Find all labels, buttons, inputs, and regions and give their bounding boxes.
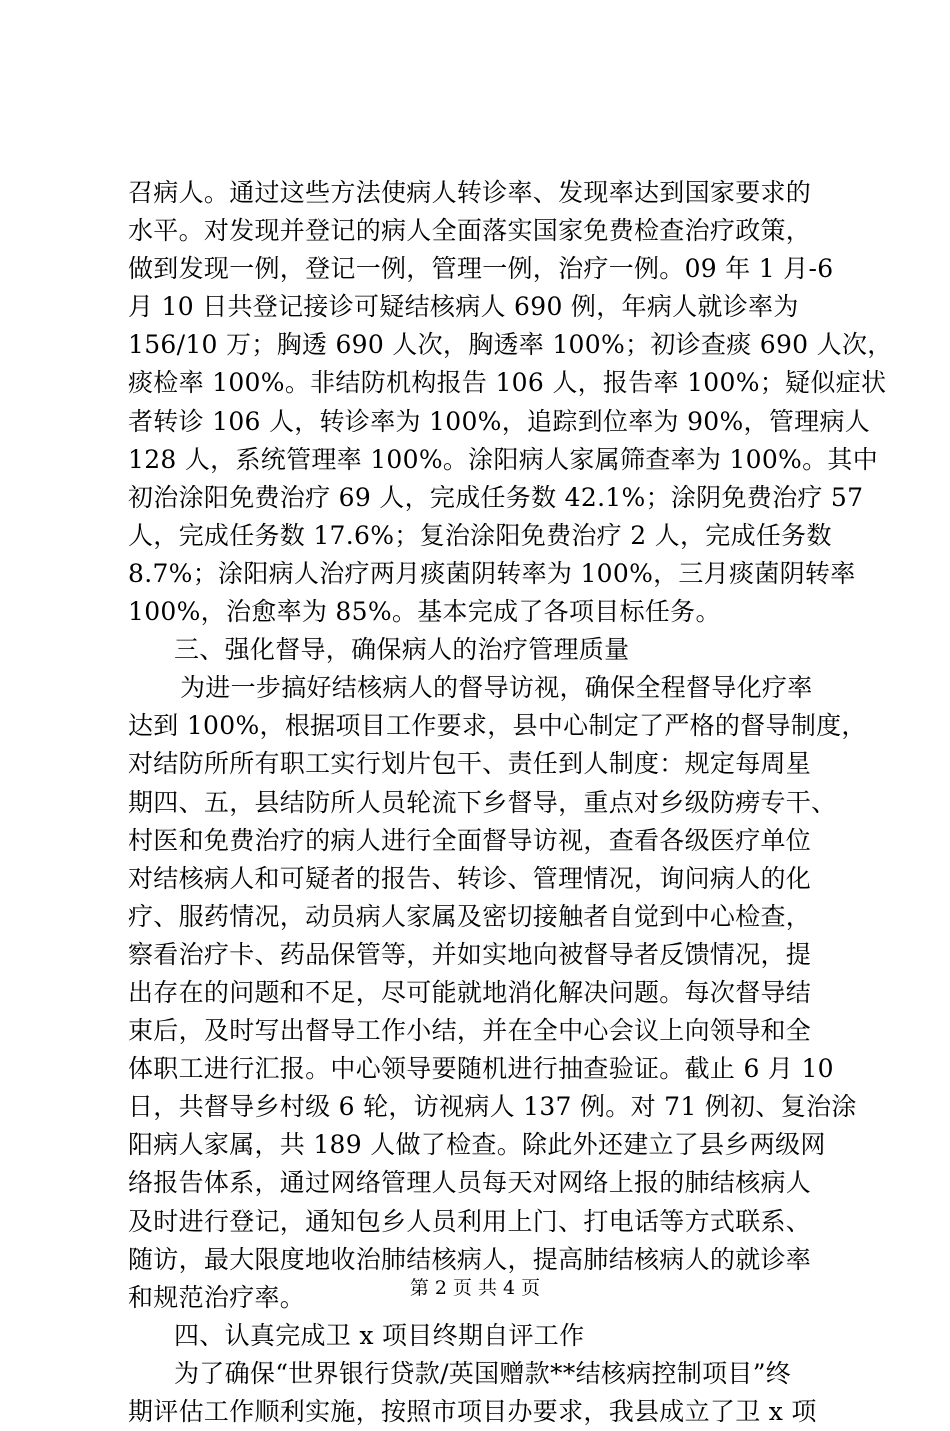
text-line: 人，完成任务数 17.6%；复治涂阳免费治疗 2 人，完成任务数 <box>128 520 832 550</box>
text-line: 察看治疗卡、药品保管等，并如实地向被督导者反馈情况，提 <box>128 939 812 969</box>
text-line: 100%，治愈率为 85%。基本完成了各项目标任务。 <box>128 597 721 627</box>
text-line: 阳病人家属，共 189 人做了检查。除此外还建立了县乡两级网 <box>128 1130 826 1160</box>
text-line: 随访，最大限度地收治肺结核病人，提高肺结核病人的就诊率 <box>128 1244 812 1274</box>
text-line: 及时进行登记，通知包乡人员利用上门、打电话等方式联系、 <box>128 1206 812 1236</box>
text-line: 疗、服药情况，动员病人家属及密切接触者自觉到中心检查， <box>128 901 812 931</box>
text-line: 期评估工作顺利实施，按照市项目办要求，我县成立了卫 x 项 <box>128 1397 817 1426</box>
paragraph-first-line: 为进一步搞好结核病人的督导访视，确保全程督导化疗率 <box>180 673 813 703</box>
text-line: 村医和免费治疗的病人进行全面督导访视，查看各级医疗单位 <box>128 825 812 855</box>
text-line: 日，共督导乡村级 6 轮，访视病人 137 例。对 71 例初、复治涂 <box>128 1092 857 1122</box>
section-heading: 四、认真完成卫 x 项目终期自评工作 <box>174 1320 585 1350</box>
text-line: 做到发现一例，登记一例，管理一例，治疗一例。09 年 1 月-6 <box>128 254 834 284</box>
text-line: 痰检率 100%。非结防机构报告 106 人，报告率 100%；疑似症状 <box>128 368 887 398</box>
text-line: 156/10 万；胸透 690 人次，胸透率 100%；初诊查痰 690 人次， <box>128 330 893 360</box>
text-line: 8.7%；涂阳病人治疗两月痰菌阴转率为 100%，三月痰菌阴转率 <box>128 558 856 588</box>
document-body <box>128 174 893 1431</box>
text-line: 和规范治疗率。 <box>128 1282 306 1312</box>
text-line: 月 10 日共登记接诊可疑结核病人 690 例，年病人就诊率为 <box>128 292 799 322</box>
text-line: 络报告体系，通过网络管理人员每天对网络上报的肺结核病人 <box>128 1168 812 1198</box>
section-heading: 三、强化督导，确保病人的治疗管理质量 <box>174 635 630 665</box>
text-line: 召病人。通过这些方法使病人转诊率、发现率达到国家要求的 <box>128 178 812 207</box>
text-line: 者转诊 106 人，转诊率为 100%，追踪到位率为 90%，管理病人 <box>128 406 871 436</box>
page-footer: 第 2 页 共 4 页 <box>409 1277 541 1299</box>
text-line: 对结核病人和可疑者的报告、转诊、管理情况，询问病人的化 <box>128 863 812 893</box>
text-line: 期四、五，县结防所人员轮流下乡督导，重点对乡级防痨专干、 <box>128 787 837 817</box>
text-line: 128 人，系统管理率 100%。涂阳病人家属筛查率为 100%。其中 <box>128 444 879 474</box>
text-line: 水平。对发现并登记的病人全面落实国家免费检查治疗政策， <box>128 216 812 246</box>
text-line: 束后，及时写出督导工作小结，并在全中心会议上向领导和全 <box>128 1016 812 1046</box>
text-line: 对结防所所有职工实行划片包干、责任到人制度：规定每周星 <box>128 749 812 779</box>
text-line: 初治涂阳免费治疗 69 人，完成任务数 42.1%；涂阴免费治疗 57 <box>128 482 864 512</box>
paragraph-first-line: 为了确保“世界银行贷款/英国赠款**结核病控制项目”终 <box>174 1358 792 1388</box>
text-line: 出存在的问题和不足，尽可能就地消化解决问题。每次督导结 <box>128 977 812 1007</box>
text-line: 达到 100%，根据项目工作要求，县中心制定了严格的督导制度， <box>128 711 867 741</box>
text-line: 体职工进行汇报。中心领导要随机进行抽查验证。截止 6 月 10 <box>128 1054 834 1084</box>
